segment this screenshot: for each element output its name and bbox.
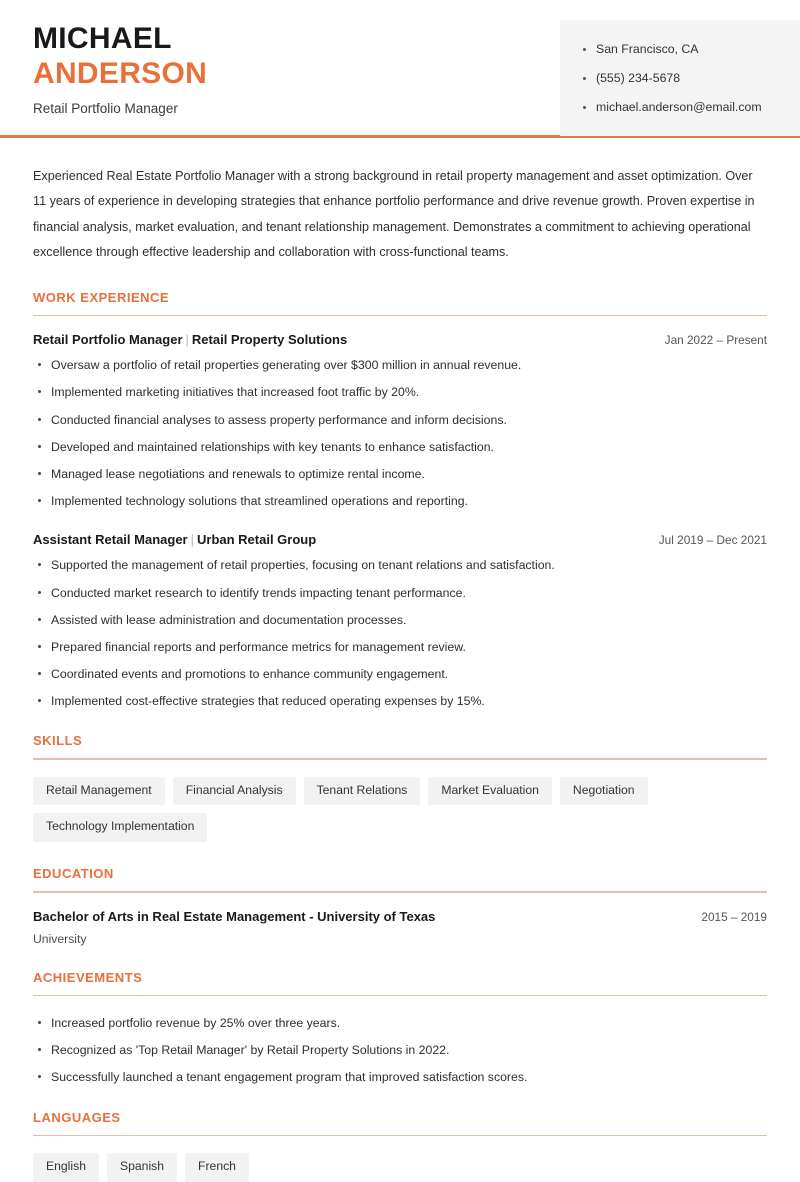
achievement-bullet: Recognized as 'Top Retail Manager' by Retail Property Solutions in 2022. bbox=[33, 1042, 767, 1059]
contact-info-box bbox=[560, 20, 800, 136]
professional-summary: Experienced Real Estate Portfolio Manager with a strong background in retail property management and asset optimization. Over 11 years of experience in developing strategies that enhance portfolio performance and drive revenue growth. Proven expertise in financial analysis, market evaluation, and tenant relationship management. Demonstrates a commitment to achieving operational excellence through effective leadership and collaboration with cross-functional teams. bbox=[33, 168, 755, 260]
job-separator: | bbox=[185, 332, 189, 348]
language-tag: Spanish bbox=[107, 1153, 177, 1181]
section-education bbox=[33, 866, 767, 946]
job-position: Assistant Retail Manager bbox=[33, 532, 188, 548]
section-achievements bbox=[33, 970, 767, 1086]
contact-phone: (555) 234-5678 bbox=[582, 71, 800, 87]
job-date-range: Jul 2019 – Dec 2021 bbox=[658, 533, 767, 548]
resume-body bbox=[0, 138, 800, 1182]
skill-tag: Financial Analysis bbox=[173, 777, 296, 805]
skill-tag: Technology Implementation bbox=[33, 813, 207, 841]
job-company: Urban Retail Group bbox=[197, 532, 317, 548]
job-bullet-list bbox=[33, 357, 767, 509]
section-title-achievements: ACHIEVEMENTS bbox=[33, 969, 143, 985]
skills-tag-list bbox=[33, 777, 767, 842]
contact-location: San Francisco, CA bbox=[582, 42, 800, 58]
header-identity bbox=[0, 0, 207, 116]
job-bullet: Supported the management of retail properties, focusing on tenant relations and satisfaction. bbox=[33, 557, 767, 574]
section-divider bbox=[33, 1135, 767, 1137]
job-entry bbox=[33, 332, 767, 509]
job-date-range: Jan 2022 – Present bbox=[664, 333, 767, 348]
skill-tag: Negotiation bbox=[560, 777, 648, 805]
education-institution-type: University bbox=[33, 931, 87, 946]
job-bullet: Implemented technology solutions that streamlined operations and reporting. bbox=[33, 493, 767, 510]
professional-role: Retail Portfolio Manager bbox=[33, 100, 178, 116]
section-divider bbox=[33, 315, 767, 317]
skill-tag: Retail Management bbox=[33, 777, 165, 805]
job-bullet: Coordinated events and promotions to enhance community engagement. bbox=[33, 666, 767, 683]
achievement-bullet: Successfully launched a tenant engagement program that improved satisfaction scores. bbox=[33, 1069, 767, 1086]
skill-tag: Tenant Relations bbox=[304, 777, 421, 805]
education-date-range: 2015 – 2019 bbox=[701, 909, 767, 924]
job-title-line bbox=[33, 532, 316, 547]
job-bullet: Implemented cost-effective strategies that reduced operating expenses by 15%. bbox=[33, 693, 767, 710]
section-skills bbox=[33, 733, 767, 841]
language-tag: English bbox=[33, 1153, 99, 1181]
achievement-bullet: Increased portfolio revenue by 25% over three years. bbox=[33, 1015, 767, 1032]
resume-header bbox=[0, 0, 800, 135]
section-divider bbox=[33, 891, 767, 893]
section-title-languages: LANGUAGES bbox=[33, 1109, 121, 1125]
section-languages bbox=[33, 1110, 767, 1182]
education-header bbox=[33, 909, 767, 924]
education-degree: Bachelor of Arts in Real Estate Management - University of Texas bbox=[33, 908, 436, 924]
job-bullet: Managed lease negotiations and renewals to optimize rental income. bbox=[33, 466, 767, 483]
job-separator: | bbox=[190, 532, 194, 548]
language-tag: French bbox=[185, 1153, 249, 1181]
job-position: Retail Portfolio Manager bbox=[33, 332, 183, 348]
section-work-experience bbox=[33, 290, 767, 710]
job-bullet: Conducted market research to identify trends impacting tenant performance. bbox=[33, 585, 767, 602]
job-bullet: Oversaw a portfolio of retail properties generating over $300 million in annual revenue. bbox=[33, 357, 767, 374]
section-divider bbox=[33, 758, 767, 760]
skill-tag: Market Evaluation bbox=[428, 777, 552, 805]
languages-tag-list bbox=[33, 1153, 767, 1181]
job-bullet: Implemented marketing initiatives that increased foot traffic by 20%. bbox=[33, 384, 767, 401]
achievements-bullet-list bbox=[33, 1015, 767, 1086]
job-bullet: Conducted financial analyses to assess property performance and inform decisions. bbox=[33, 412, 767, 429]
last-name: ANDERSON bbox=[33, 56, 208, 90]
job-company: Retail Property Solutions bbox=[191, 332, 348, 348]
job-bullet: Developed and maintained relationships with key tenants to enhance satisfaction. bbox=[33, 439, 767, 456]
job-header bbox=[33, 332, 767, 347]
section-title-skills: SKILLS bbox=[33, 733, 83, 749]
first-name: MICHAEL bbox=[33, 22, 172, 55]
section-title-education: EDUCATION bbox=[33, 865, 114, 881]
contact-email[interactable]: michael.anderson@email.com bbox=[582, 100, 800, 116]
section-divider bbox=[33, 995, 767, 997]
job-bullet: Prepared financial reports and performance metrics for management review. bbox=[33, 639, 767, 656]
job-bullet-list bbox=[33, 557, 767, 709]
job-header bbox=[33, 532, 767, 547]
job-title-line bbox=[33, 332, 347, 347]
job-bullet: Assisted with lease administration and documentation processes. bbox=[33, 612, 767, 629]
job-entry bbox=[33, 532, 767, 709]
section-title-work-experience: WORK EXPERIENCE bbox=[33, 289, 170, 305]
education-entry bbox=[33, 909, 767, 946]
